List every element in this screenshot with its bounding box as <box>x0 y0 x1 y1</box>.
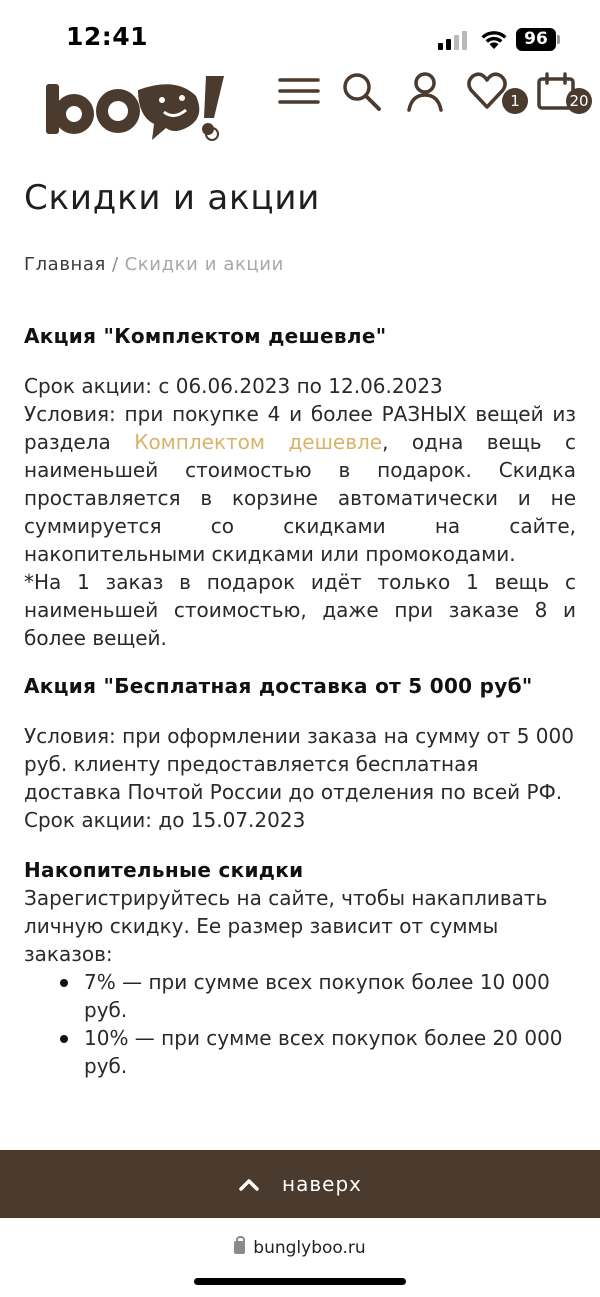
promo-conditions-text-end: , одна вещь с наименьшей стоимостью в подарок. Скидка проставляется в корзине автоматически и не суммируется со скидками на сайте, накопительными скидками или промокодами. <box>24 430 576 566</box>
list-item: 7% — при сумме всех покупок более 10 000 руб. <box>24 968 576 1024</box>
promo-title-free-delivery: Акция "Бесплатная доставка от 5 000 руб" <box>24 674 533 698</box>
battery-indicator: 96 <box>516 28 556 51</box>
promo-note-bundle: *На 1 заказ в подарок идёт только 1 вещь с наименьшей стоимостью, даже при заказе 8 и более вещей. <box>24 570 576 650</box>
back-to-top-label: наверх <box>282 1172 362 1196</box>
promotions-content <box>24 322 576 1080</box>
home-indicator[interactable] <box>194 1278 406 1285</box>
browser-address-bar[interactable] <box>0 1218 600 1297</box>
breadcrumb <box>24 254 284 275</box>
list-item: 10% — при сумме всех покупок более 20 000 руб. <box>24 1024 576 1080</box>
address-bar-url[interactable] <box>0 1238 600 1258</box>
back-to-top-button[interactable] <box>0 1150 600 1218</box>
breadcrumb-current: Скидки и акции <box>124 254 284 275</box>
site-logo[interactable] <box>46 66 230 142</box>
promo-period-bundle: Срок акции: с 06.06.2023 по 12.06.2023 <box>24 374 443 398</box>
promo-title-bundle: Акция "Комплектом дешевле" <box>24 324 387 348</box>
favorites-count-badge: 1 <box>502 88 528 114</box>
battery-cap <box>557 35 560 44</box>
user-icon[interactable] <box>404 70 446 112</box>
menu-icon[interactable] <box>278 70 320 112</box>
breadcrumb-home-link[interactable]: Главная <box>24 254 106 275</box>
search-icon[interactable] <box>340 70 382 112</box>
breadcrumb-separator: / <box>111 254 119 275</box>
site-header <box>0 60 600 140</box>
cellular-signal-icon <box>438 30 468 50</box>
wifi-icon <box>480 28 508 50</box>
bundle-section-link[interactable]: Комплектом дешевле <box>134 430 383 454</box>
status-time: 12:41 <box>66 22 149 51</box>
page-title: Скидки и акции <box>24 178 321 218</box>
promo-conditions-text-start: Условия: при покупке 4 и более РАЗНЫХ вещей из раздела <box>24 402 576 454</box>
url-text: bunglyboo.ru <box>253 1238 366 1258</box>
promo-text-free-delivery: Условия: при оформлении заказа на сумму от 5 000 руб. клиенту предоставляется бесплатная доставка Почтой России до отделения по всей РФ. Срок акции: до 15.07.2023 <box>24 724 574 832</box>
lock-icon <box>234 1241 245 1254</box>
loyalty-discount-list <box>24 968 576 1080</box>
cart-count-badge: 20 <box>566 88 592 114</box>
chevron-up-icon <box>238 1177 260 1191</box>
promo-text-loyalty: Зарегистрируйтесь на сайте, чтобы накапливать личную скидку. Ее размер зависит от суммы заказов: <box>24 886 548 966</box>
promo-conditions-bundle <box>24 400 576 568</box>
promo-title-loyalty: Накопительные скидки <box>24 858 304 882</box>
heart-icon[interactable] <box>466 70 508 112</box>
